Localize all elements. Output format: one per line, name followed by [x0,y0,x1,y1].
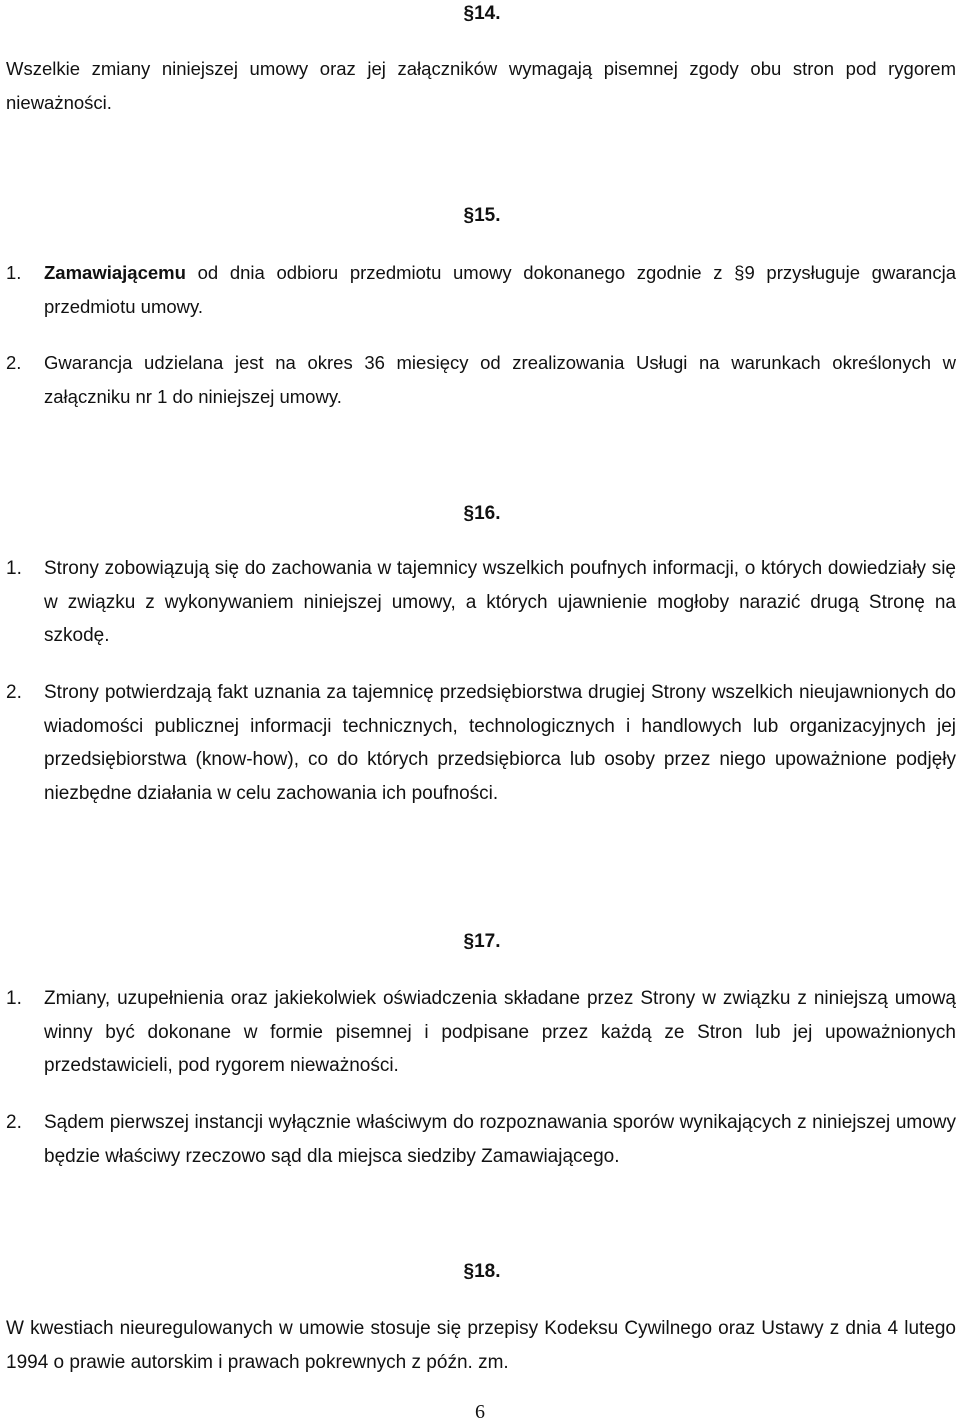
item-text: Sądem pierwszej instancji wyłącznie właściwym do rozpoznawania sporów wynikających z niniejszej umowy będzie właściwy rzeczowo sąd dla miejsca siedziby Zamawiającego. [44,1112,956,1167]
item-text: Gwarancja udzielana jest na okres 36 miesięcy od zrealizowania Usługi na warunkach określonych w załączniku nr 1 do niniejszej umowy. [44,352,956,407]
section-16-item-2 [6,676,956,810]
item-text: Strony potwierdzają fakt uznania za tajemnicę przedsiębiorstwa drugiej Strony wszelkich nieujawnionych do wiadomości publicznej informacji technicznych, technologicznych i handlowych lub organizacyjnych jej przedsiębiorstwa (know-how), co do których przedsiębiorca lub osoby przez niego upoważnione podjęły niezbędne działania w celu zachowania ich poufności. [44,682,956,804]
section-17-item-2 [6,1106,956,1173]
section-heading-16: §16. [463,503,501,524]
section-16-item-1 [6,552,956,653]
item-number: 1. [6,988,22,1009]
section-17-item-1 [6,982,956,1083]
item-text: od dnia odbioru przedmiotu umowy dokonanego zgodnie z §9 przysługuje gwarancja przedmiotu umowy. [44,262,956,317]
item-text: Strony zobowiązują się do zachowania w tajemnicy wszelkich poufnych informacji, o których dowiedziały się w związku z wykonywaniem niniejszej umowy, a których ujawnienie mogłoby narazić drugą Stronę na szkodę. [44,558,956,646]
item-text: Zmiany, uzupełnienia oraz jakiekolwiek oświadczenia składane przez Strony w związku z niniejszą umową winny być dokonane w formie pisemnej i podpisane przez każdą ze Stron lub jej upoważnionych przedstawicieli, pod rygorem nieważności. [44,988,956,1076]
section-14-text: Wszelkie zmiany niniejszej umowy oraz jej załączników wymagają pisemnej zgody obu stron pod rygorem nieważności. [6,58,956,113]
section-15-item-2 [6,346,956,414]
section-heading-15: §15. [463,205,501,226]
section-heading-14: §14. [463,3,501,24]
section-18-text: W kwestiach nieuregulowanych w umowie stosuje się przepisy Kodeksu Cywilnego oraz Ustawy z dnia 4 lutego 1994 o prawie autorskim i prawach pokrewnych z późn. zm. [6,1318,956,1373]
section-heading-17: §17. [463,931,501,952]
item-number: 2. [6,682,22,703]
item-number: 1. [6,558,22,579]
section-15-item-1 [6,256,956,324]
section-heading-18: §18. [463,1261,501,1282]
item-number: 1. [6,262,22,283]
page-number: 6 [475,1401,485,1423]
item-number: 2. [6,1112,22,1133]
item-bold-term: Zamawiającemu [44,262,186,283]
item-number: 2. [6,352,22,373]
